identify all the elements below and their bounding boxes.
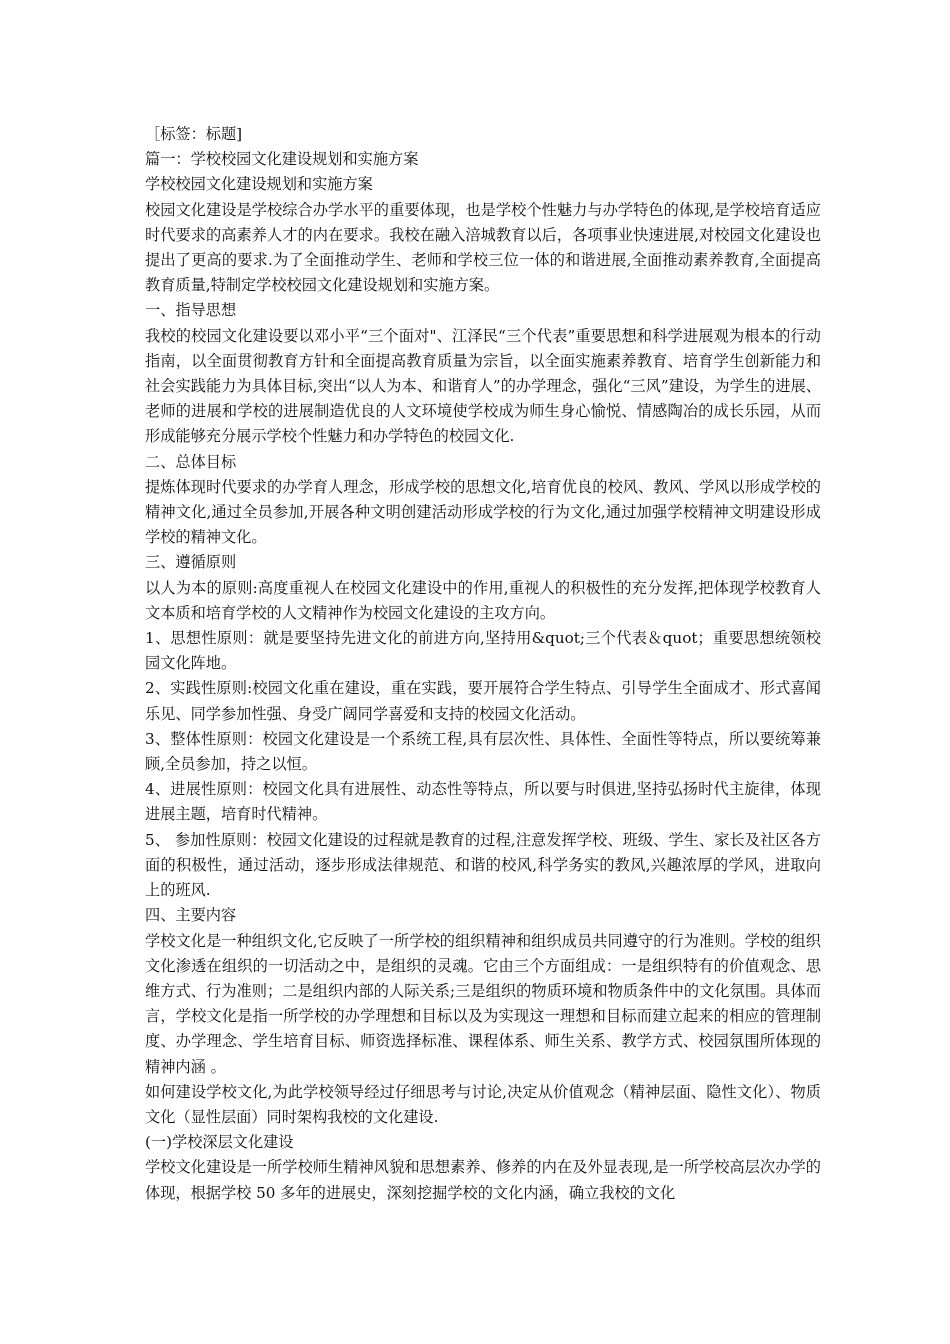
chapter-title: 篇一：学校校园文化建设规划和实施方案 (145, 150, 419, 169)
principle-item-2: 2、实践性原则:校园文化重在建设，重在实践，要开展符合学生特点、引导学生全面成才、形式喜闻乐见、同学参加性强、身受广阔同学喜爱和支持的校园文化活动。 (145, 679, 821, 723)
paragraph-overall-goal: 提炼体现时代要求的办学育人理念，形成学校的思想文化,培育优良的校风、教风、学风以形成学校的精神文化,通过全员参加,开展各种文明创建活动形成学校的行为文化,通过加强学校精神文明建设形成学校的精神文化。 (145, 477, 821, 547)
principle-item-3: 3、整体性原则：校园文化建设是一个系统工程,具有层次性、具体性、全面性等特点，所以要统筹兼顾,全员参加，持之以恒。 (145, 729, 821, 774)
section-heading-principles: 三、遵循原则 (145, 553, 237, 572)
principle-item-1: 1、思想性原则：就是要坚持先进文化的前进方向,坚持用&quot;三个代表＆quot；重要思想统领校园文化阵地。 (145, 629, 821, 673)
paragraph-people-oriented: 以人为本的原则:高度重视人在校园文化建设中的作用,重视人的积极性的充分发挥,把体现学校教育人文本质和培育学校的人文精神作为校园文化建设的主攻方向。 (145, 578, 821, 622)
principle-item-5: 5、 参加性原则：校园文化建设的过程就是教育的过程,注意发挥学校、班级、学生、家长及社区各方面的积极性，通过活动，逐步形成法律规范、和谐的校风,科学务实的教风,兴趣浓厚的学风，进取向上的班风. (145, 830, 821, 900)
document-title: 学校校园文化建设规划和实施方案 (145, 175, 373, 194)
section-heading-overall-goal: 二、总体目标 (145, 452, 237, 471)
paragraph-deep-culture: 学校文化建设是一所学校师生精神风貌和思想素养、修养的内在及外显表现,是一所学校高层次办学的体现，根据学校 50 多年的进展史，深刻挖掘学校的文化内涵，确立我校的文化 (145, 1158, 821, 1202)
principle-item-4: 4、进展性原则：校园文化具有进展性、动态性等特点，所以要与时俱进,坚持弘扬时代主旋律，体现进展主题，培育时代精神。 (145, 780, 821, 824)
document-body (145, 122, 821, 1206)
subsection-heading-deep-culture: (一)学校深层文化建设 (145, 1133, 294, 1152)
paragraph-how-to-build: 如何建设学校文化,为此学校领导经过仔细思考与讨论,决定从价值观念（精神层面、隐性文化）、物质文化（显性层面）同时架构我校的文化建设. (145, 1082, 821, 1126)
paragraph-school-culture: 学校文化是一种组织文化,它反映了一所学校的组织精神和组织成员共同遵守的行为准则。学校的组织文化渗透在组织的一切活动之中，是组织的灵魂。它由三个方面组成：一是组织特有的价值观念、思维方式、行为准则；二是组织内部的人际关系;三是组织的物质环境和物质条件中的文化氛围。具体而言，学校文化是指一所学校的办学理想和目标以及为实现这一理想和目标而建立起来的相应的管理制度、办学理念、学生培育目标、师资选择标准、课程体系、师生关系、教学方式、校园氛围所体现的精神内涵 。 (145, 931, 821, 1076)
section-heading-main-content: 四、主要内容 (145, 906, 237, 925)
paragraph-guiding-thought: 我校的校园文化建设要以邓小平“三个面对"、江泽民“三个代表”重要思想和科学进展观为根本的行动指南，以全面贯彻教育方针和全面提高教育质量为宗旨，以全面实施素养教育、培育学生创新能力和社会实践能力为具体目标,突出“以人为本、和谐育人”的办学理念，强化“三风”建设，为学生的进展、老师的进展和学校的进展制造优良的人文环境使学校成为师生身心愉悦、情感陶冶的成长乐园，从而形成能够充分展示学校个性魅力和办学特色的校园文化. (145, 326, 821, 446)
section-heading-guiding-thought: 一、指导思想 (145, 301, 237, 320)
tag-line: ［标签：标题] (145, 125, 243, 143)
intro-paragraph: 校园文化建设是学校综合办学水平的重要体现，也是学校个性魅力与办学特色的体现,是学校培育适应时代要求的高素养人才的内在要求。我校在融入涪城教育以后，各项事业快速进展,对校园文化建设也提出了更高的要求.为了全面推动学生、老师和学校三位一体的和谐进展,全面推动素养教育,全面提高教育质量,特制定学校校园文化建设规划和实施方案。 (145, 200, 821, 295)
